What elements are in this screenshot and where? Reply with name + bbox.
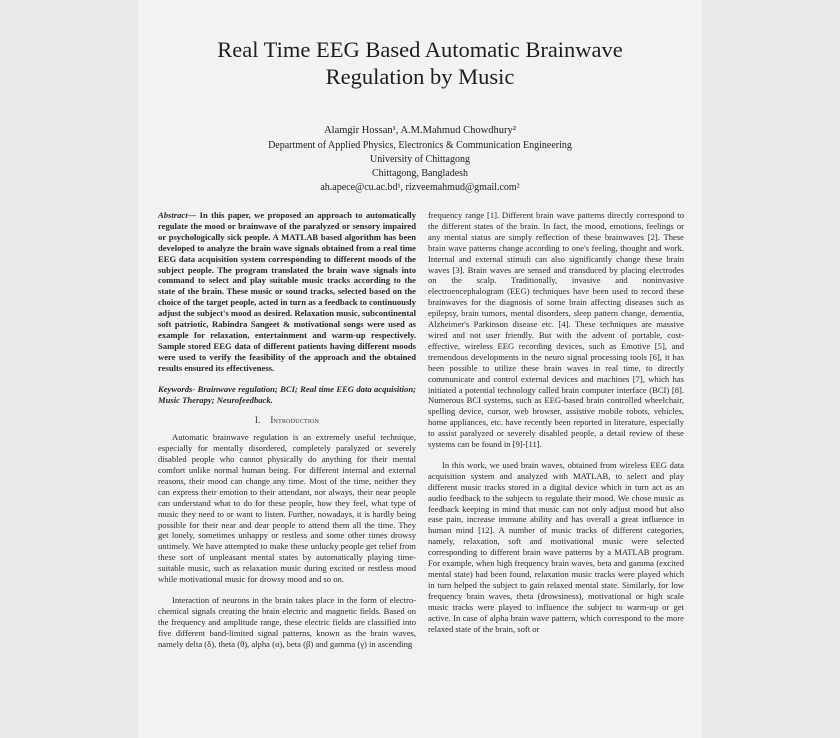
section-heading (158, 415, 416, 426)
section-number: I. (254, 415, 261, 426)
paragraph: Interaction of neurons in the brain takes place in the form of electro-chemical signals creating the brain electric and magnetic fields. Based on the frequency and amplitude range, these electric fields are classified into five different band-limited signal patterns, known as the brain waves, namely delta (δ), theta (θ), alpha (α), beta (β) and gamma (γ) in ascending (158, 595, 416, 649)
title-line-2: Regulation by Music (325, 64, 515, 89)
author-block (138, 124, 702, 195)
keywords: Keywords- Brainwave regulation; BCI; Real time EEG data acquisition; Music Therapy; Neurofeedback. (158, 383, 416, 405)
author-names: Alamgir Hossan¹, A.M.Mahmud Chowdhury² (324, 125, 516, 136)
paragraph: Automatic brainwave regulation is an extremely useful technique, especially for mentally disordered, completely paralyzed or severely disabled people who cannot physically do anything for their mental comfort unlike normal human being. For different internal and external reasons, their mood can change any time. Most of the time, neither they can express their emotion to their attendant, nor always, their near people can understand what to do for these people, how they feel, what type of music they need to or want to listen. Further, nowadays, it is hardly being possible for their near and dear people to attend them all the time. They get lonely, sometimes unhappy or restless and some other times drowsy untimely. We have attempted to make these unlucky people get relief from these sort of unpleasant mental states by automatically playing time-suitable music, such as relaxation music during excited or restless mood while motivational music for drowsy mood and so on. (158, 432, 416, 585)
section-title: Introduction (270, 415, 320, 426)
left-column (158, 210, 416, 650)
paper-title (138, 36, 702, 90)
right-column (428, 210, 684, 634)
author-emails: ah.apece@cu.ac.bd¹, rizveemahmud@gmail.com² (320, 182, 520, 193)
paper-page (138, 0, 702, 738)
abstract (158, 210, 416, 374)
author-university: University of Chittagong (370, 154, 470, 165)
paragraph: frequency range [1]. Different brain wave patterns directly correspond to the different states of the brain. In fact, the mood, emotions, feelings or any mental status are simply reflection of these brainwaves [2]. These brain wave patterns change according to one's feeling, thought and work. Internal and external stimuli can also significantly change these brain waves [3]. Brain waves are sensed and transduced by placing electrodes on the scalp. Traditionally, invasive and noninvasive electroencephalogram (EEG) techniques have been used to record these brainwaves for the diagnosis of some brain affecting diseases such as epilepsy, brain tumors, mental disorders, sleep pattern change, dementia, Alzheimer's Parkinson disease etc. [4]. These techniques are massive wired and not user friendly. But with the advent of portable, cost-effective, wireless EEG recording devices, such as Emotive [5], and tremendous developments in the neuro signal processing tools [6], it has been possible to utilize these brain waves in real time, to directly communicate and control external devices and machines [7], which has initiated a potential technology called brain computer interface (BCI) [8]. Numerous BCI systems, such as EEG-based brain controlled wheelchair, spelling device, cursor, web browser, assistive mobile robots, vehicles, home appliances, etc. have recently been reported in literature, especially to assist paralyzed or severely disabled people, a detail review of these systems can be found in [9]-[11]. (428, 210, 684, 450)
abstract-label: Abstract— (158, 210, 197, 220)
author-department: Department of Applied Physics, Electronics & Communication Engineering (268, 140, 572, 151)
paragraph: In this work, we used brain waves, obtained from wireless EEG data acquisition system and analyzed with MATLAB, to select and play different music tracks stored in a digital device which in turn act as an audio feedback to the subjects to regulate their mood. We chose music as feedback keeping in mind that music can not only adjust mood but also ease pain, increase immune ability and has overall a great influence in human mind [12]. A number of music tracks of different categories, namely, relaxation, soft and motivational music were selected corresponding to different brain wave patterns by a MATLAB program. For example, when high frequency brain waves, beta and gamma (excited mental state) had been found, relaxation music tracks were played which in turn helped the subject to gain relaxed mental state. Similarly, for low frequency brain waves, theta (drowsiness), motivational or high scale music tracks were played to influence the subject to warm-up or get active. In case of alpha brain wave pattern, which correspond to the more relaxed state of the brain, soft or (428, 459, 684, 634)
abstract-text: In this paper, we proposed an approach to automatically regulate the mood or brainwave of the paralyzed or sensory impaired or psychologically sick people. A MATLAB based algorithm has been developed to analyze the brain wave signals obtained from a real time EEG data acquisition system corresponding to different moods of the subject people. The program translated the brain wave signals into command to select and play suitable music tracks according to the state of the brain. These music or sound tracks, selected based on the choice of the target people, acted in turn as a feedback to continuously adjust the subject's mood as desired. Relaxation music, subcontinental soft patriotic, Rabindra Sangeet & motivational songs were used as example for relaxation, entertainment and warm-up respectively. Sample stored EEG data of different patients having different moods were used to verify the feasibility of the approach and the obtained results ensured its effectiveness. (158, 210, 416, 373)
title-line-1: Real Time EEG Based Automatic Brainwave (217, 37, 623, 62)
author-city: Chittagong, Bangladesh (371, 168, 469, 179)
